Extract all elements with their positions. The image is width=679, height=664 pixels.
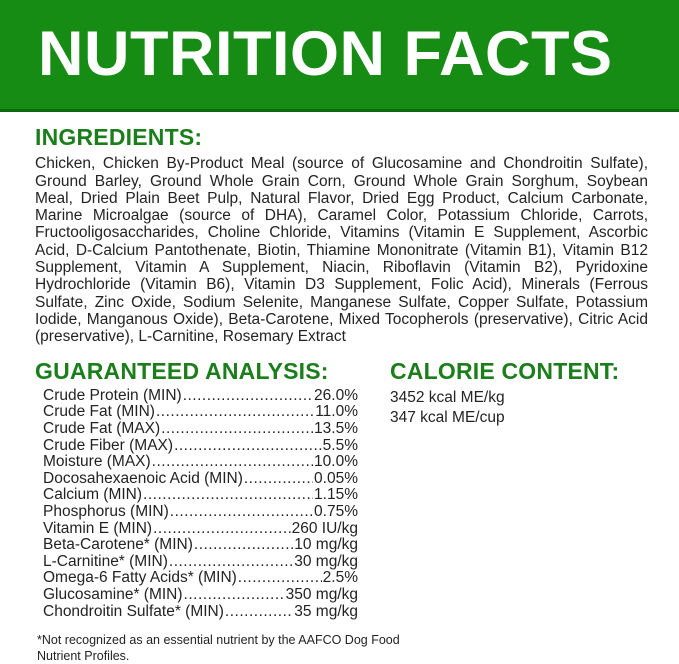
analysis-row-value: 10 mg/kg: [294, 536, 358, 554]
analysis-row-name: Crude Fat (MAX): [43, 420, 161, 438]
analysis-row-value: 0.05%: [314, 469, 358, 487]
analysis-row: [43, 537, 358, 554]
analysis-calorie-columns: [0, 346, 679, 621]
footnote-text: *Not recognized as an essential nutrient by the AAFCO Dog Food Nutrient Profiles.: [37, 633, 400, 663]
calorie-content-section: [390, 359, 619, 621]
analysis-row-value: 13.5%: [314, 420, 358, 438]
guaranteed-analysis-section: [35, 359, 390, 621]
dot-leader: [194, 537, 293, 554]
analysis-row: [43, 554, 358, 571]
dot-leader: [238, 570, 322, 587]
analysis-row-value: 260 IU/kg: [291, 519, 358, 537]
analysis-row-name: Crude Fat (MIN): [43, 403, 155, 421]
dot-leader: [183, 388, 313, 405]
analysis-row: [43, 421, 358, 438]
analysis-row-name: Moisture (MAX): [43, 453, 151, 471]
calorie-line-per-cup: 347 kcal ME/cup: [390, 408, 505, 426]
analysis-row-value: 350 mg/kg: [285, 585, 358, 603]
calorie-lines: [390, 389, 619, 427]
dot-leader: [184, 587, 285, 604]
analysis-row-name: Glucosamine* (MIN): [43, 585, 183, 603]
analysis-row-name: Phosphorus (MIN): [43, 503, 169, 521]
ingredients-section: [0, 112, 679, 346]
analysis-row-name: Crude Protein (MIN): [43, 386, 182, 404]
analysis-row-value: 0.75%: [314, 503, 358, 521]
analysis-row: [43, 471, 358, 488]
analysis-row-name: Omega-6 Fatty Acids* (MIN): [43, 569, 237, 587]
calorie-content-heading: CALORIE CONTENT:: [390, 357, 620, 384]
analysis-row-name: Docosahexaenoic Acid (MIN): [43, 469, 243, 487]
analysis-row-name: Chondroitin Sulfate* (MIN): [43, 602, 224, 620]
analysis-row: [43, 570, 358, 587]
header-banner: [0, 0, 679, 112]
analysis-row: [43, 388, 358, 405]
analysis-row-value: 1.15%: [314, 486, 358, 504]
dot-leader: [169, 554, 293, 571]
analysis-row: [43, 438, 358, 455]
dot-leader: [143, 487, 313, 504]
guaranteed-analysis-heading: GUARANTEED ANALYSIS:: [35, 357, 329, 384]
analysis-row: [43, 604, 358, 621]
analysis-row-name: L-Carnitine* (MIN): [43, 552, 168, 570]
analysis-row: [43, 404, 358, 421]
analysis-row-value: 10.0%: [314, 453, 358, 471]
analysis-row-value: 11.0%: [315, 403, 358, 421]
page-title: NUTRITION FACTS: [38, 19, 613, 89]
dot-leader: [244, 471, 313, 488]
analysis-row-value: 30 mg/kg: [294, 552, 358, 570]
analysis-row-value: 35 mg/kg: [294, 602, 358, 620]
dot-leader: [225, 604, 293, 621]
dot-leader: [170, 504, 313, 521]
analysis-row-name: Beta-Carotene* (MIN): [43, 536, 193, 554]
guaranteed-analysis-table: [43, 388, 358, 620]
analysis-row-value: 2.5%: [322, 569, 358, 587]
analysis-row-value: 26.0%: [314, 386, 358, 404]
footnote-section: [0, 633, 679, 664]
analysis-row: [43, 504, 358, 521]
analysis-row: [43, 454, 358, 471]
analysis-row: [43, 587, 358, 604]
analysis-row: [43, 487, 358, 504]
analysis-row-name: Calcium (MIN): [43, 486, 143, 504]
dot-leader: [174, 438, 322, 455]
ingredients-text: Chicken, Chicken By-Product Meal (source of Glucosamine and Chondroitin Sulfate), Ground Barley, Ground Whole Grain Corn, Ground Whole Grain Sorghum, Soybean Meal, Dried Plain Beet Pulp, Natural Flavor, Dried Egg Product, Calcium Carbonate, Marine Microalgae (source of DHA), Caramel Color, Potassium Chloride, Carrots, Fructooligosaccharides, Choline Chloride, Vitamins (Vitamin E Supplement, Ascorbic Acid, D-Calcium Pantothenate, Biotin, Thiamine Mononitrate (Vitamin B1), Vitamin B12 Supplement, Vitamin A Supplement, Niacin, Riboflavin (Vitamin B2), Pyridoxine Hydrochloride (Vitamin B6), Vitamin D3 Supplement, Folic Acid), Minerals (Ferrous Sulfate, Zinc Oxide, Sodium Selenite, Manganese Sulfate, Copper Sulfate, Potassium Iodide, Manganous Oxide), Beta-Carotene, Mixed Tocopherols (preservative), Citric Acid (preservative), L-Carnitine, Rosemary Extract: [35, 155, 648, 346]
analysis-row-name: Crude Fiber (MAX): [43, 436, 174, 454]
analysis-row-name: Vitamin E (MIN): [43, 519, 153, 537]
calorie-line-per-kg: 3452 kcal ME/kg: [390, 388, 505, 406]
dot-leader: [153, 521, 291, 538]
dot-leader: [156, 404, 314, 421]
dot-leader: [152, 454, 313, 471]
ingredients-heading: INGREDIENTS:: [35, 124, 203, 150]
analysis-row: [43, 521, 358, 538]
analysis-row-value: 5.5%: [322, 436, 358, 454]
dot-leader: [161, 421, 313, 438]
